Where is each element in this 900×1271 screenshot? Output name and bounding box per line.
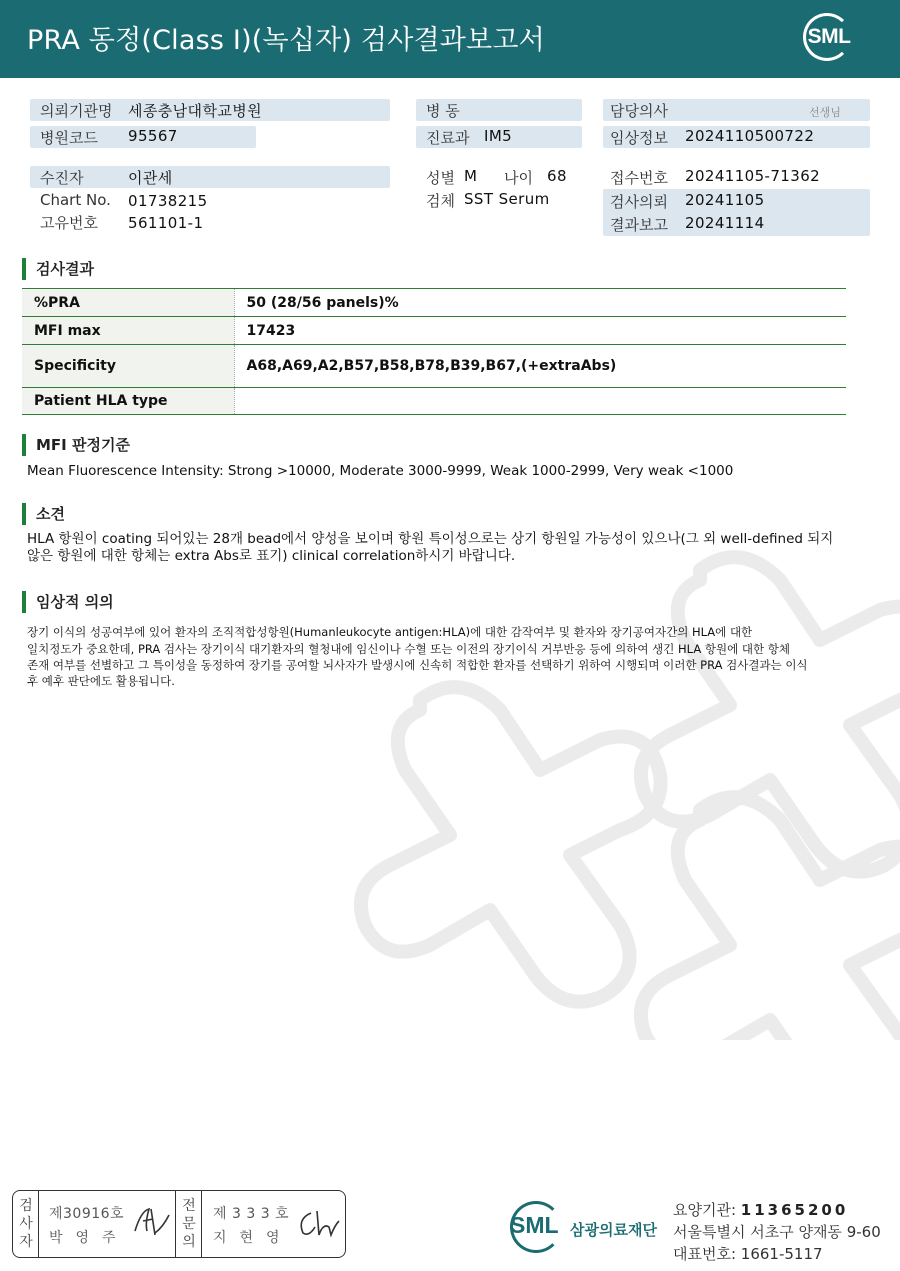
tester-name: 박영주 (49, 1230, 129, 1246)
requesting-org-label: 의뢰기관명 (40, 102, 113, 120)
specialist-label-1: 전 (182, 1198, 196, 1214)
requesting-org: 세종충남대학교병원 (128, 102, 263, 120)
age-label: 나이 (504, 169, 533, 187)
table-row (22, 345, 846, 388)
doctor-suffix: 선생님 (809, 106, 841, 119)
report-header (0, 0, 900, 78)
unique-no: 561101-1 (128, 214, 204, 232)
clinical-section-title: 임상적 의의 (22, 591, 114, 613)
clinical-line-1: 장기 이식의 성공여부에 있어 환자의 조직적합성항원(Humanleukocyte antigen:HLA)에 대한 감작여부 및 환자와 장기공여자간의 HLA에 대한 (27, 625, 753, 639)
phone-label: 대표번호: (673, 1245, 737, 1263)
hospital-code: 95567 (128, 127, 178, 145)
mfi-text: Mean Fluorescence Intensity: Strong >10000, Moderate 3000-9999, Weak 1000-2999, Very weak <1000 (27, 463, 734, 479)
request-date: 20241105 (685, 191, 765, 209)
tester-signature-icon (131, 1205, 175, 1241)
specimen-label: 검체 (426, 192, 455, 210)
provider-no: 11365200 (740, 1201, 849, 1219)
receipt-label: 접수번호 (610, 169, 668, 187)
sex-label: 성별 (426, 169, 455, 187)
table-row (22, 317, 846, 345)
receipt-no: 20241105-71362 (685, 167, 821, 185)
chart-no: 01738215 (128, 192, 208, 210)
provider-label: 요양기관: (673, 1201, 737, 1219)
clinical-line-3: 존재 여부를 선별하고 그 특이성을 동정하여 장기를 공여할 뇌사자가 발생시에 신속히 적합한 환자를 선택하기 위하여 시행되며 이러한 PRA 검사결과는 이식 (27, 658, 808, 672)
results-table (22, 288, 846, 415)
unique-no-label: 고유번호 (40, 214, 98, 232)
results-section-title: 검사결과 (22, 258, 94, 280)
result-key: Specificity (22, 345, 234, 388)
result-value: A68,A69,A2,B57,B58,B78,B39,B67,(+extraAbs) (234, 345, 846, 388)
watermark-cross-icon (340, 520, 900, 1040)
ward-label: 병 동 (426, 102, 460, 120)
tester-label-1: 검 (19, 1198, 33, 1214)
sex: M (464, 167, 478, 185)
footer-provider (673, 1199, 848, 1220)
opinion-section-title: 소견 (22, 503, 65, 525)
tester-label-2: 사 (19, 1216, 33, 1232)
patient-label: 수진자 (40, 169, 84, 187)
result-value (234, 388, 846, 415)
hospital-code-label: 병원코드 (40, 129, 98, 147)
result-value: 50 (28/56 panels)% (234, 289, 846, 317)
report-date: 20241114 (685, 214, 765, 232)
chart-no-label: Chart No. (40, 191, 111, 209)
report-title: PRA 동정(Class I)(녹십자) 검사결과보고서 (27, 25, 545, 56)
specialist-label-2: 문 (182, 1216, 196, 1232)
footer-address: 서울특별시 서초구 양재동 9-60 (673, 1223, 881, 1241)
footer-phone (673, 1243, 823, 1264)
opinion-line-1: HLA 항원이 coating 되어있는 28개 bead에서 양성을 보이며 항원 특이성으로는 상기 항원일 가능성이 있으나(그 외 well-defined 되지 (27, 531, 834, 547)
result-key: MFI max (22, 317, 234, 345)
specialist-signature-icon (295, 1207, 341, 1241)
specialist-license-no: 제 3 3 3 호 (213, 1206, 290, 1222)
specimen: SST Serum (464, 190, 550, 208)
dept-label: 진료과 (426, 129, 470, 147)
clinical-info-label: 임상정보 (610, 129, 668, 147)
opinion-line-2: 않은 항원에 대한 항체는 extra Abs로 표기) clinical correlation하시기 바랍니다. (27, 548, 516, 564)
report-label: 결과보고 (610, 216, 668, 234)
doctor-label: 담당의사 (610, 102, 668, 120)
clinical-info: 2024110500722 (685, 127, 815, 145)
tester-label-3: 자 (19, 1234, 33, 1250)
signature-box (12, 1190, 346, 1258)
clinical-line-2: 일치정도가 중요한데, PRA 검사는 장기이식 대기환자의 혈청내에 임신이나 수혈 또는 이전의 장기이식 거부반응 등에 의하여 생긴 HLA 항원에 대한 항체 (27, 642, 790, 656)
footer-logo-text: SML (510, 1212, 559, 1238)
mfi-section-title: MFI 판정기준 (22, 434, 130, 456)
phone-number: 1661-5117 (740, 1245, 823, 1263)
specialist-name: 지현영 (213, 1230, 293, 1246)
result-key: Patient HLA type (22, 388, 234, 415)
request-label: 검사의뢰 (610, 193, 668, 211)
footer-org-name: 삼광의료재단 (570, 1221, 657, 1239)
clinical-line-4: 후 예후 판단에도 활용됩니다. (27, 674, 175, 688)
table-row (22, 388, 846, 415)
result-key: %PRA (22, 289, 234, 317)
sml-logo: SML (807, 25, 851, 48)
specialist-label-3: 의 (182, 1234, 196, 1250)
table-row (22, 289, 846, 317)
result-value: 17423 (234, 317, 846, 345)
tester-license-no: 제30916호 (49, 1206, 125, 1222)
dept: IM5 (484, 127, 513, 145)
age: 68 (547, 167, 567, 185)
patient-name: 이관세 (128, 169, 173, 187)
